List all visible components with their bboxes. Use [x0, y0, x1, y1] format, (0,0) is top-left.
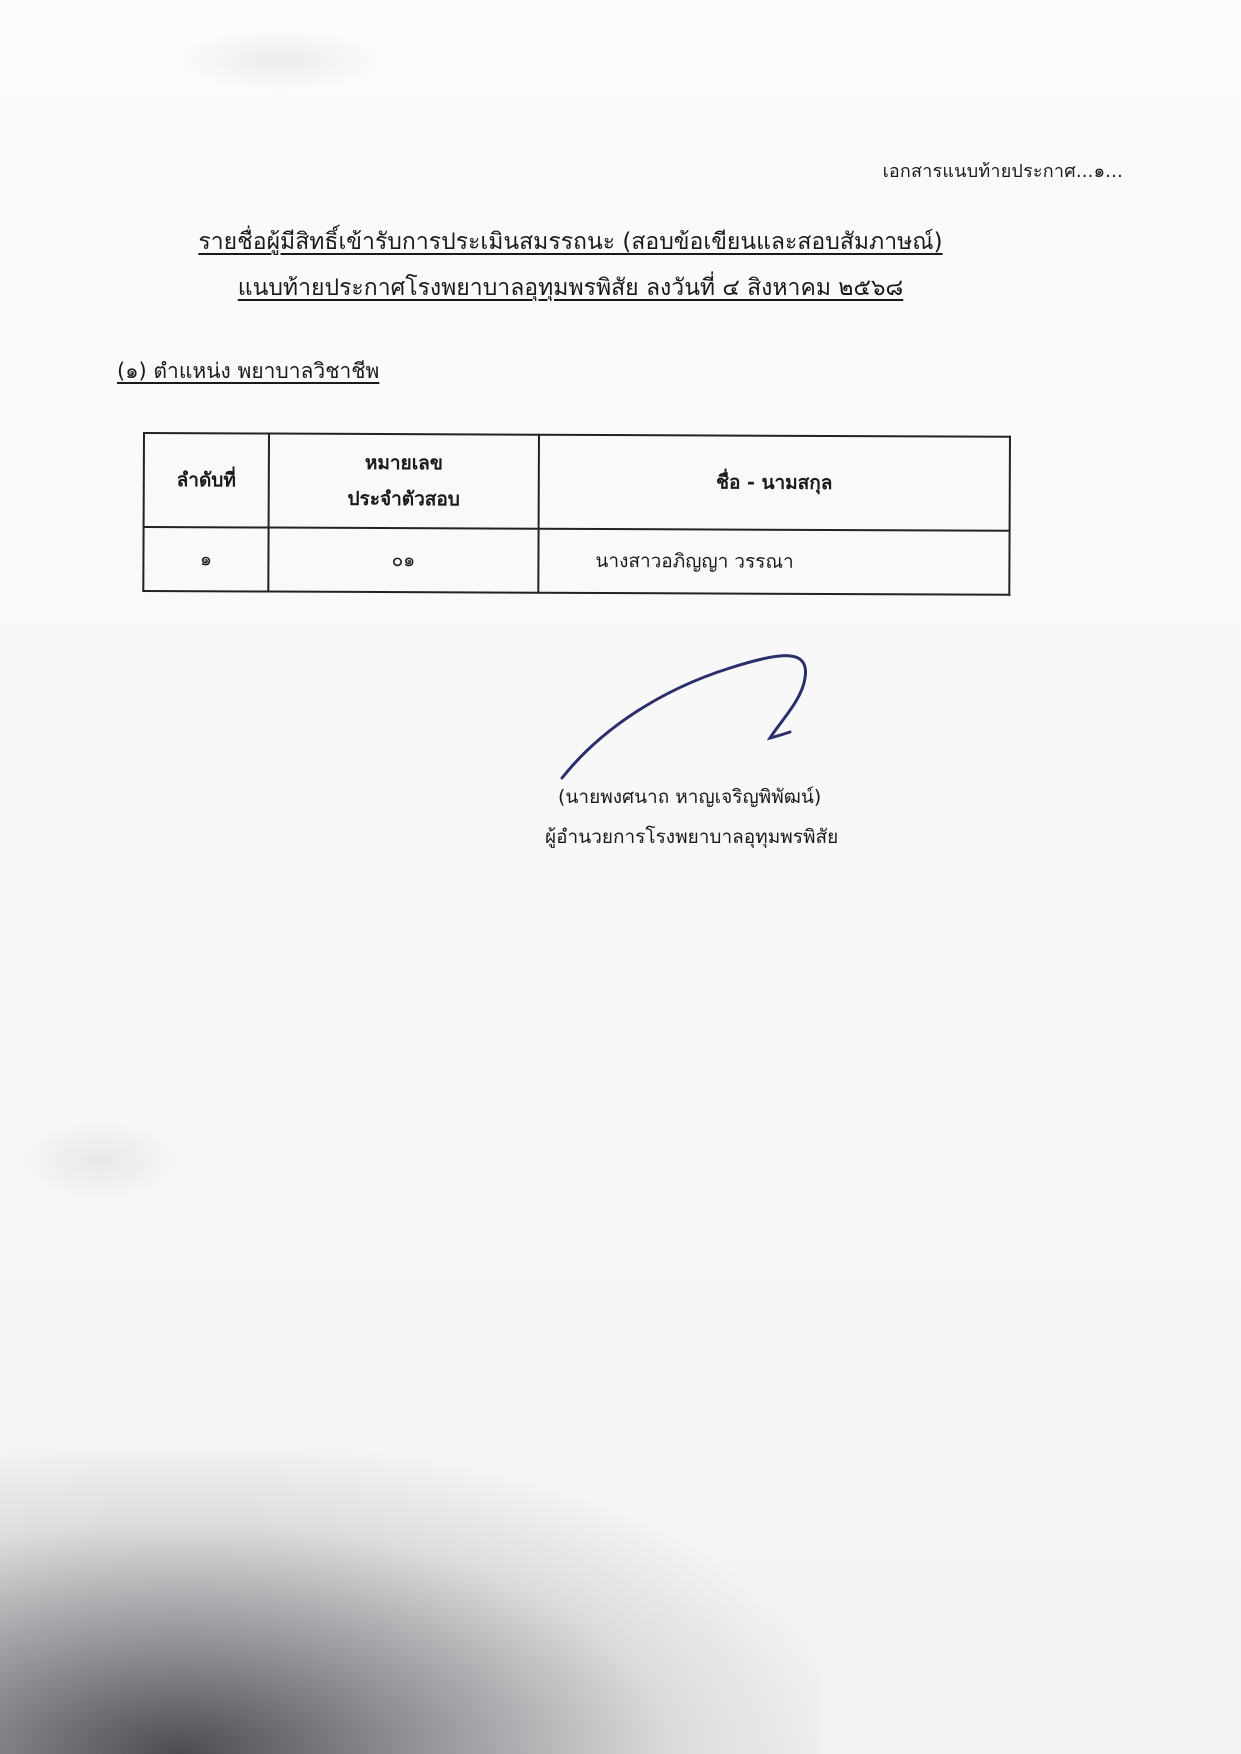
- header-exam-id: [269, 434, 539, 529]
- document-title-line-2: แนบท้ายประกาศโรงพยาบาลอุทุมพรพิสัย ลงวันที่ ๔ สิงหาคม ๒๕๖๘: [237, 275, 904, 301]
- table-header-row: [144, 433, 1010, 531]
- handwritten-signature: [540, 650, 940, 780]
- document-title-line-1: รายชื่อผู้มีสิทธิ์เข้ารับการประเมินสมรรถนะ (สอบข้อเขียนและสอบสัมภาษณ์): [198, 229, 943, 255]
- signatory-position: ผู้อำนวยการโรงพยาบาลอุทุมพรพิสัย: [545, 826, 839, 848]
- signature-stroke: [540, 650, 940, 780]
- cell-number: ๑: [143, 527, 268, 592]
- header-exam-id-line-1: หมายเลข: [364, 451, 443, 475]
- cell-full-name: นางสาวอภิญญา วรรณา: [538, 529, 1009, 595]
- signatory-name: (นายพงศนาถ หาญเจริญพิพัฒน์): [558, 786, 822, 808]
- section-heading-position: (๑) ตำแหน่ง พยาบาลวิชาชีพ: [117, 359, 380, 383]
- header-full-name: ชื่อ - นามสกุล: [539, 435, 1010, 531]
- attachment-reference-note: เอกสารแนบท้ายประกาศ...๑...: [882, 161, 1123, 182]
- header-exam-id-line-2: ประจำตัวสอบ: [347, 487, 460, 511]
- paper-smudge: [180, 30, 380, 90]
- table-row: [143, 527, 1009, 595]
- cell-exam-id: ๐๑: [268, 528, 538, 593]
- photo-shadow: [0, 1454, 820, 1754]
- paper-smudge: [20, 1120, 180, 1200]
- candidate-table: [142, 432, 1011, 596]
- header-number: ลำดับที่: [144, 433, 269, 528]
